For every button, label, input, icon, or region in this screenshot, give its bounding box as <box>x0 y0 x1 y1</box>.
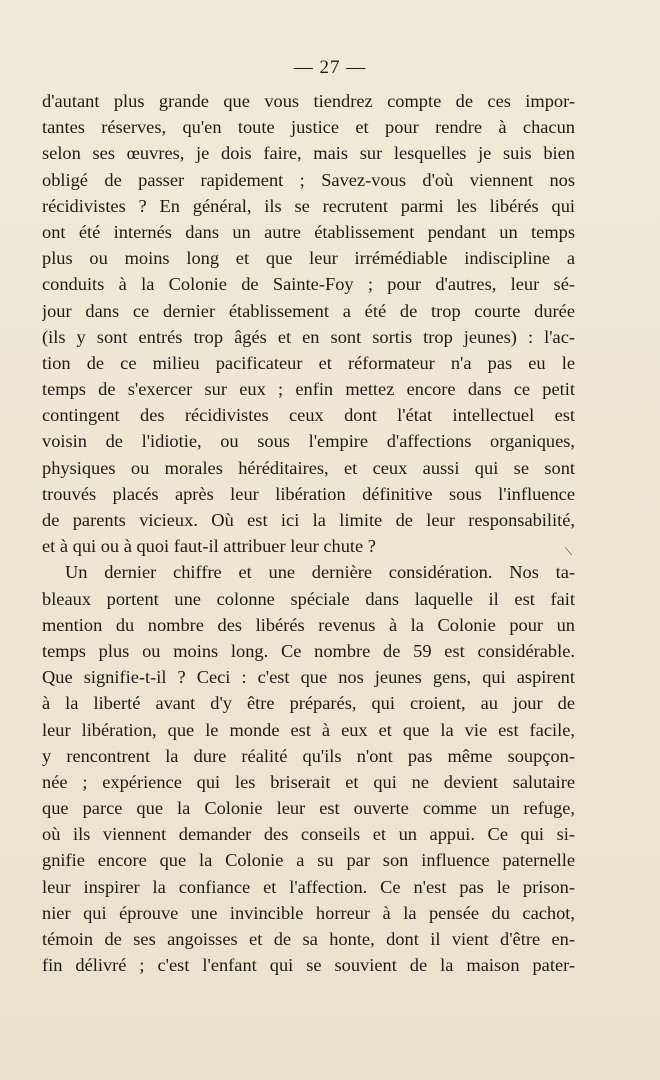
text-line: trouvés placés après leur libération définitive sous l'influence <box>42 483 575 504</box>
text-line: fin délivré ; c'est l'enfant qui se souvient de la maison pater- <box>42 955 575 976</box>
body-text <box>42 88 575 978</box>
text-line: bleaux portent une colonne spéciale dans laquelle il est fait <box>42 588 575 609</box>
text-line: née ; expérience qui les briserait et qui ne devient salutaire <box>42 771 575 792</box>
page-number: — 27 — <box>293 57 367 78</box>
text-line: temps de s'exercer sur eux ; enfin mettez encore dans ce petit <box>42 379 575 400</box>
text-line: (ils y sont entrés trop âgés et en sont sortis trop jeunes) : l'ac- <box>42 326 575 347</box>
text-line: récidivistes ? En général, ils se recrutent parmi les libérés qui <box>42 195 575 216</box>
text-line: Que signifie-t-il ? Ceci : c'est que nos jeunes gens, qui aspirent <box>42 667 575 688</box>
text-line: jour dans ce dernier établissement a été de trop courte durée <box>42 300 575 321</box>
text-line: contingent des récidivistes ceux dont l'état intellectuel est <box>42 405 575 426</box>
ink-speck: ⟍ <box>565 547 572 558</box>
text-line: Un dernier chiffre et une dernière considération. Nos ta- <box>65 562 575 583</box>
text-line: leur inspirer la confiance et l'affection. Ce n'est pas le prison- <box>42 876 575 897</box>
text-line: que parce que la Colonie leur est ouverte comme un refuge, <box>42 798 575 819</box>
text-line: mention du nombre des libérés revenus à la Colonie pour un <box>42 614 575 635</box>
text-line: témoin de ses angoisses et de sa honte, dont il vient d'être en- <box>42 929 575 949</box>
text-line: nier qui éprouve une invincible horreur à la pensée du cachot, <box>42 902 575 923</box>
text-line: plus ou moins long et que leur irrémédiable indiscipline a <box>42 248 575 269</box>
text-line: de parents vicieux. Où est ici la limite de leur responsabilité, <box>42 510 575 530</box>
text-line: voisin de l'idiotie, ou sous l'empire d'affections organiques, <box>42 431 575 452</box>
text-line: d'autant plus grande que vous tiendrez compte de ces impor- <box>42 91 575 111</box>
text-line: leur libération, que le monde est à eux et que la vie est facile, <box>42 719 575 740</box>
text-line: où ils viennent demander des conseils et un appui. Ce qui si- <box>42 824 575 845</box>
text-line: obligé de passer rapidement ; Savez-vous d'où viennent nos <box>42 169 575 190</box>
text-line: et à qui ou à quoi faut-il attribuer leur chute ? <box>42 536 376 557</box>
text-line: à la liberté avant d'y être préparés, qui croient, au jour de <box>42 693 575 714</box>
text-line: temps plus ou moins long. Ce nombre de 59 est considérable. <box>42 640 575 661</box>
text-line: y rencontrent la dure réalité qu'ils n'ont pas même soupçon- <box>42 745 575 766</box>
text-line: tion de ce milieu pacificateur et réformateur n'a pas eu le <box>42 352 575 373</box>
text-line: gnifie encore que la Colonie a su par son influence paternelle <box>42 850 575 871</box>
text-line: selon ses œuvres, je dois faire, mais sur lesquelles je suis bien <box>42 143 575 164</box>
text-line: conduits à la Colonie de Sainte-Foy ; pour d'autres, leur sé- <box>42 274 575 295</box>
text-line: tantes réserves, qu'en toute justice et pour rendre à chacun <box>42 117 575 138</box>
text-line: physiques ou morales héréditaires, et ceux aussi qui se sont <box>42 457 575 478</box>
text-line: ont été internés dans un autre établissement pendant un temps <box>42 221 575 242</box>
